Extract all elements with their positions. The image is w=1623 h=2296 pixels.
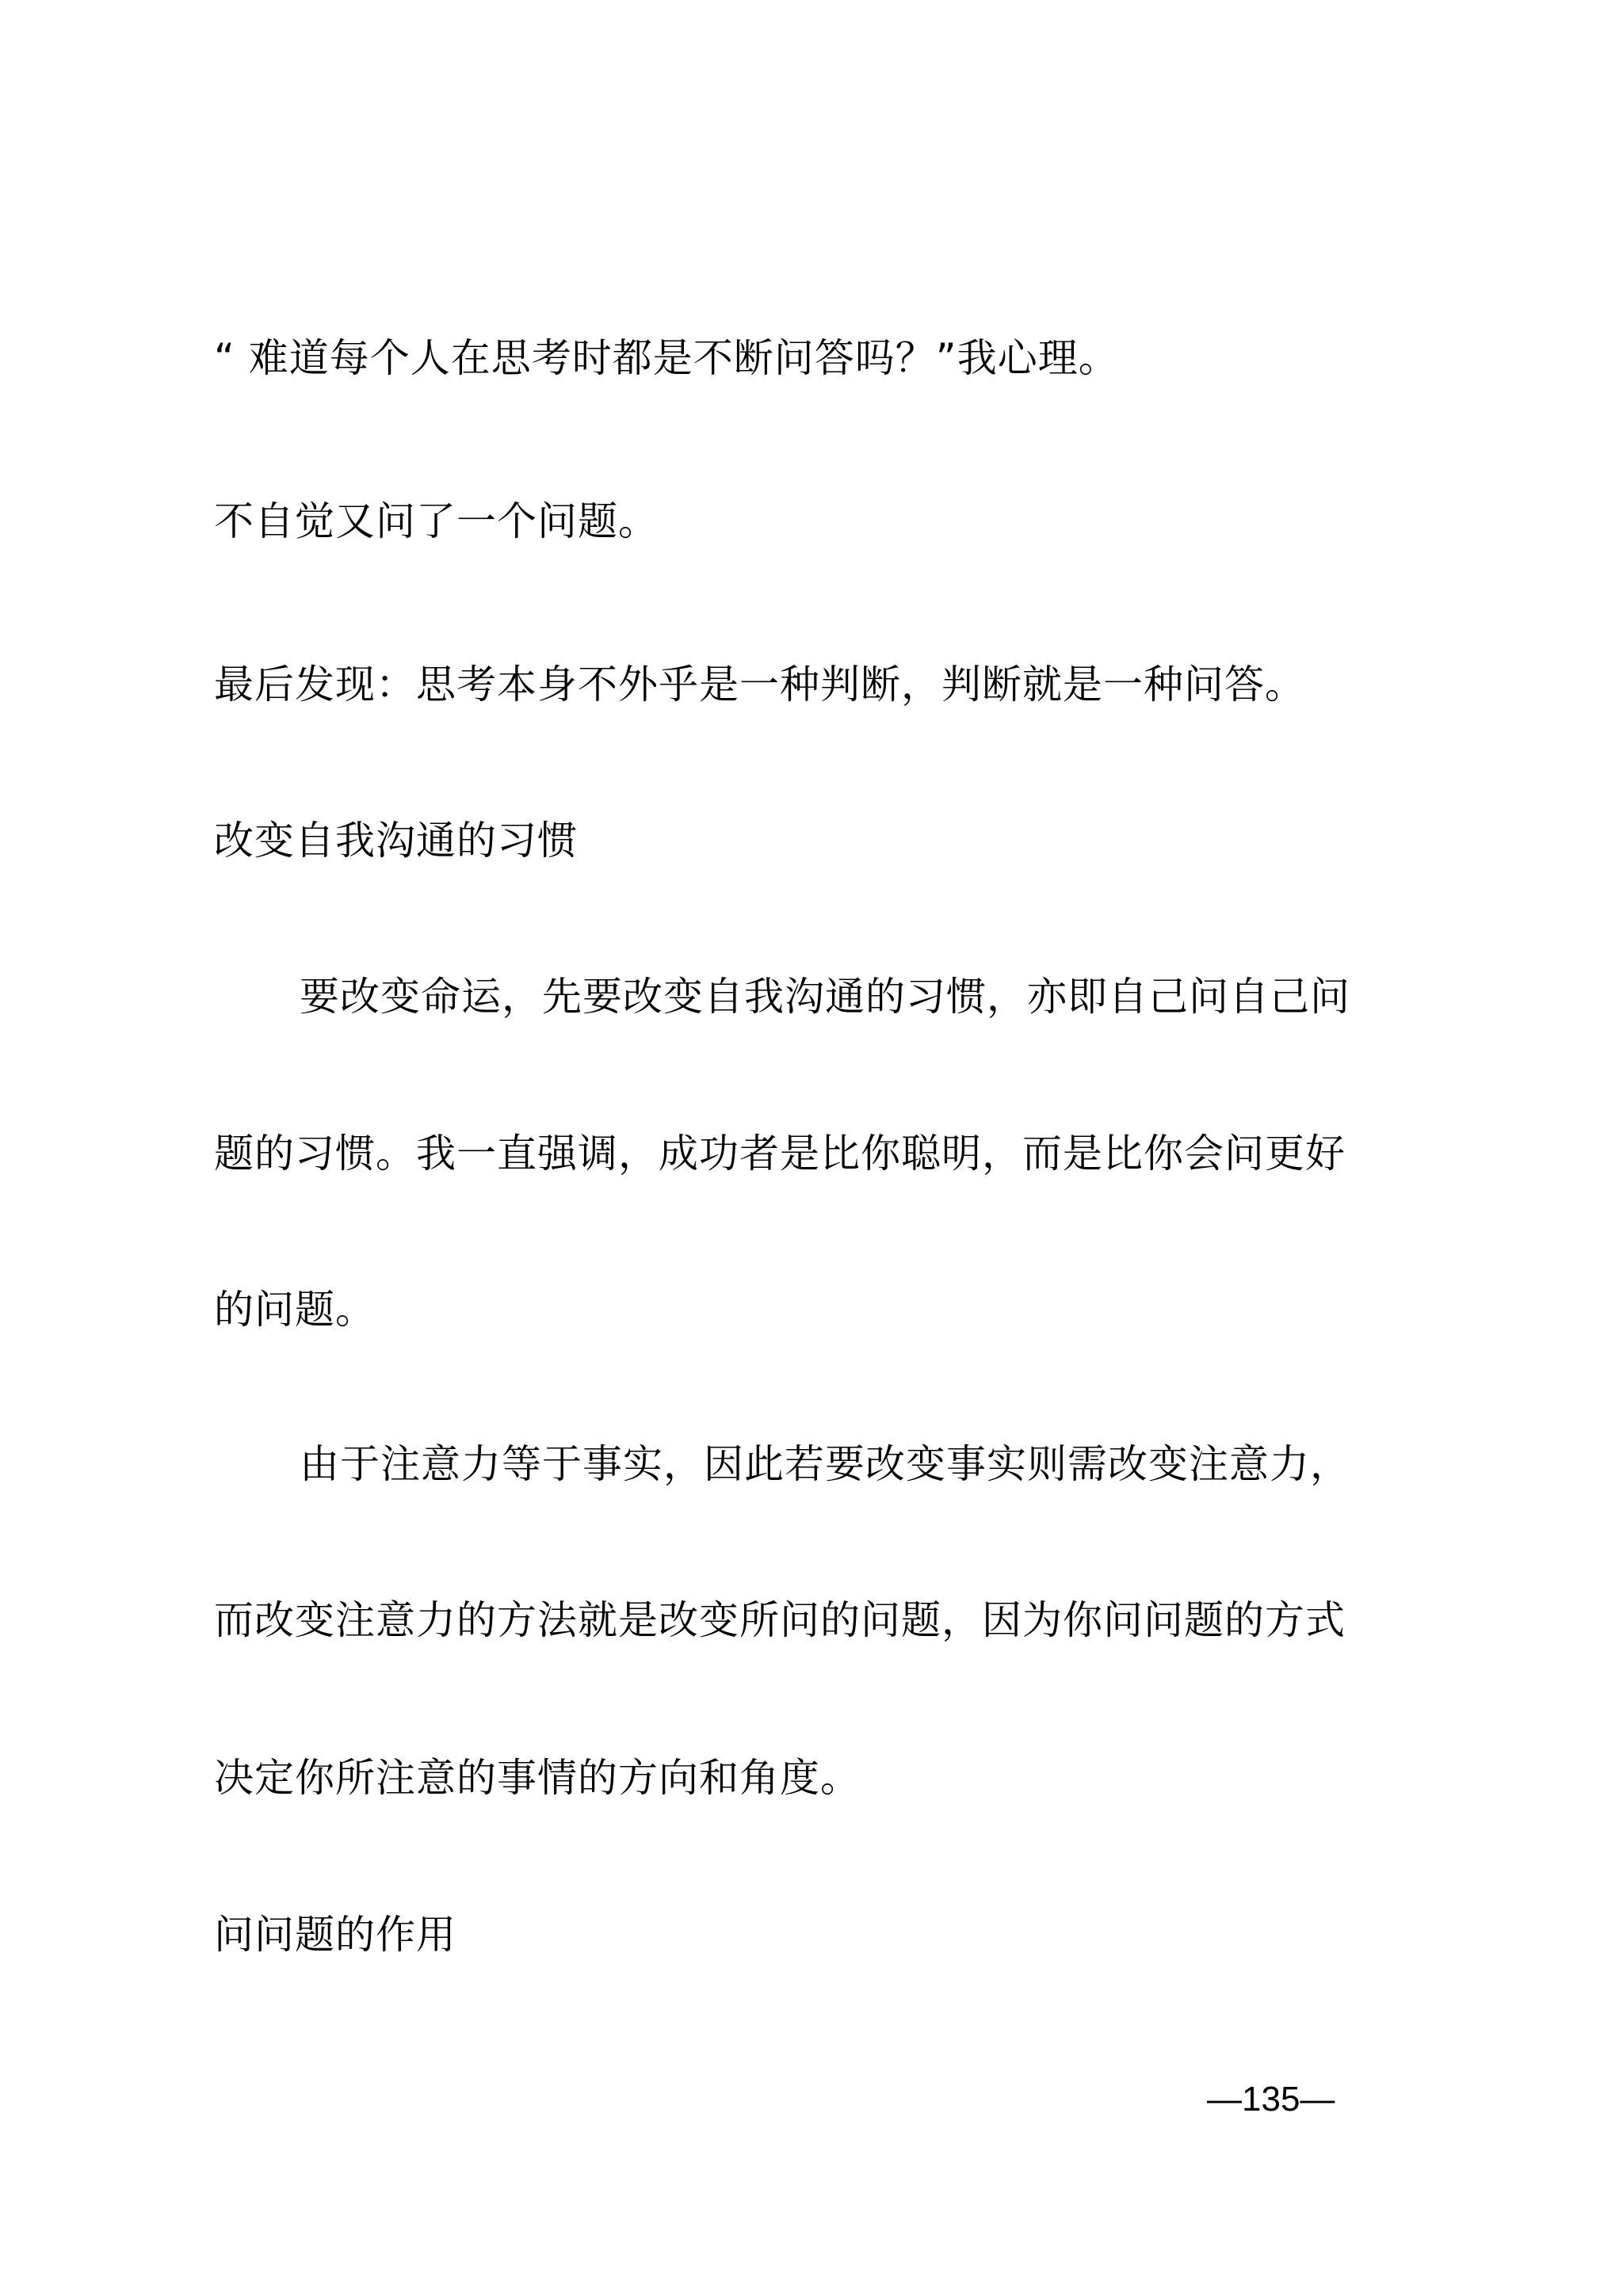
text-line: 决定你所注意的事情的方向和角度。 [214,1755,861,1801]
text-line: “ 难道每个人在思考时都是不断问答吗？”我心理。 [214,335,1119,381]
paragraph-start: 由于注意力等于事实，因此若要改变事实则需改变注意力， [300,1441,1350,1487]
section-heading: 改变自我沟通的习惯 [214,818,578,864]
text-line: 的问题。 [214,1287,376,1333]
page-number: —135— [1207,2080,1335,2119]
paragraph-start: 要改变命运，先要改变自我沟通的习惯，亦即自己问自己问 [300,974,1350,1020]
section-heading: 问问题的作用 [214,1912,456,1958]
text-line: 最后发现：思考本身不外乎是一种判断，判断就是一种问答。 [214,662,1305,707]
text-line: 不自觉又问了一个问题。 [214,498,659,544]
text-line: 而改变注意力的方法就是改变所问的问题，因为你问问题的方式 [214,1597,1346,1643]
text-line: 题的习惯。我一直强调，成功者是比你聪明，而是比你会问更好 [214,1131,1346,1177]
